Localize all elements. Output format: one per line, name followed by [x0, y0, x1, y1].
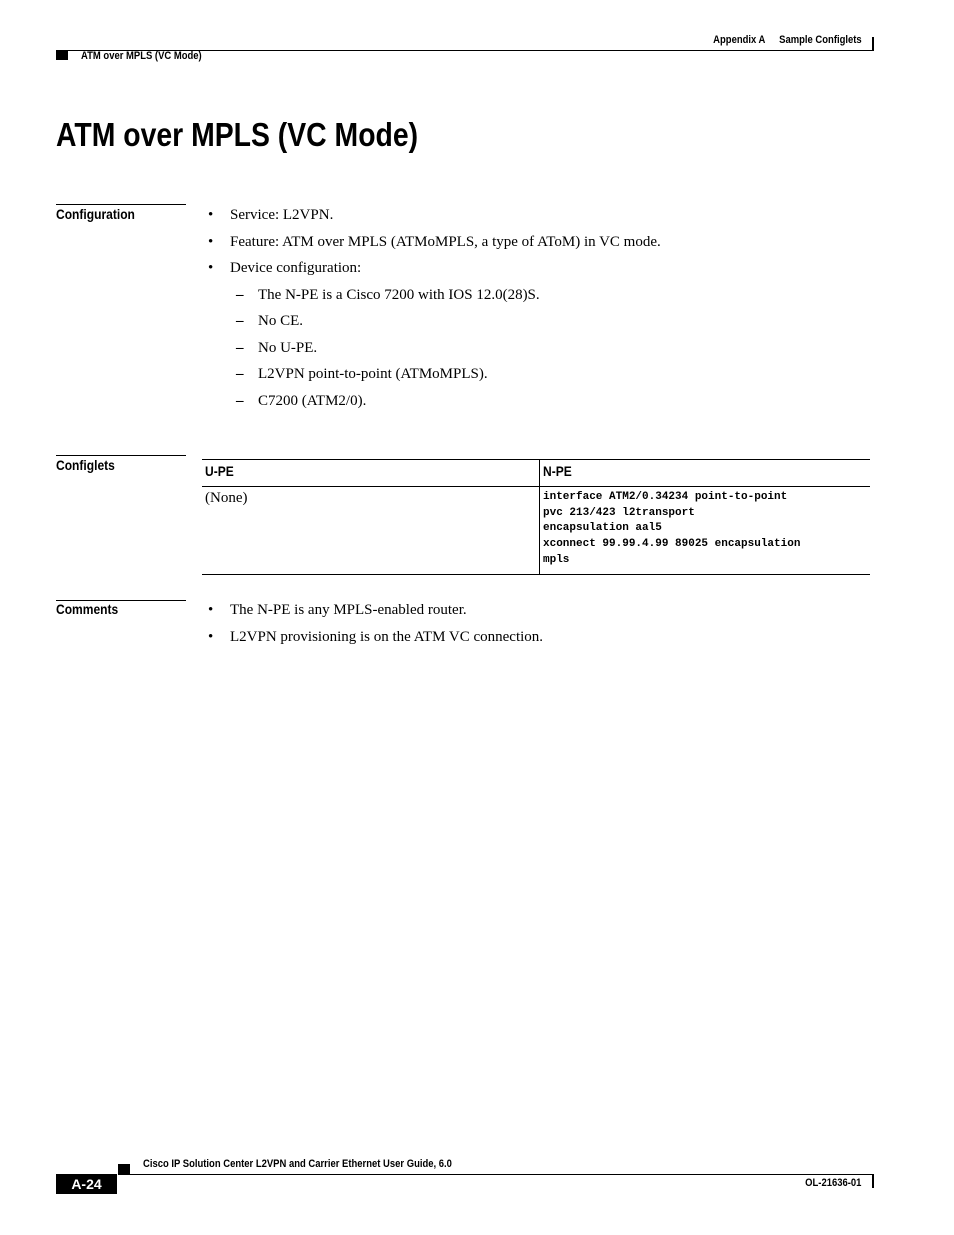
- npe-config-code: [543, 487, 870, 569]
- footer-doc-number: OL-21636-01: [804, 1177, 861, 1189]
- list-item-text: No CE.: [258, 313, 303, 329]
- code-line: xconnect 99.99.4.99 89025 encapsulation: [543, 538, 801, 551]
- table-row: [202, 487, 870, 575]
- configuration-heading: Configuration: [56, 206, 135, 222]
- chapter-label: Sample Configlets: [779, 34, 862, 46]
- footer-square-marker: [118, 1164, 130, 1174]
- list-item-text: The N-PE is any MPLS-enabled router.: [230, 602, 467, 618]
- dash-glyph: –: [236, 392, 244, 409]
- dash-glyph: –: [236, 339, 244, 356]
- list-item-text: Service: L2VPN.: [230, 207, 334, 223]
- bullet-glyph: •: [208, 233, 214, 250]
- configlets-heading-rule: [56, 455, 186, 456]
- list-item: [208, 206, 661, 233]
- list-item-text: L2VPN point-to-point (ATMoMPLS).: [258, 366, 488, 382]
- sub-list-item: [208, 392, 661, 419]
- code-line: pvc 213/423 l2transport: [543, 506, 695, 519]
- bullet-glyph: •: [208, 628, 214, 645]
- list-item: [208, 628, 543, 655]
- npe-cell: [540, 487, 871, 575]
- header-square-marker: [56, 50, 68, 60]
- bullet-glyph: •: [208, 260, 214, 276]
- list-item-text: Feature: ATM over MPLS (ATMoMPLS, a type of AToM) in VC mode.: [230, 233, 661, 250]
- column-header-upe: U-PE: [202, 460, 540, 487]
- page-title: ATM over MPLS (VC Mode): [56, 116, 419, 153]
- sub-list-item: [208, 286, 661, 313]
- dash-glyph: –: [236, 313, 244, 329]
- comments-heading: Comments: [56, 601, 119, 617]
- bullet-glyph: •: [208, 602, 214, 618]
- list-item: [208, 259, 661, 286]
- bullet-glyph: •: [208, 207, 214, 223]
- configuration-list: [208, 206, 661, 418]
- code-line: mpls: [543, 553, 570, 566]
- header-tick-mark: [872, 37, 874, 50]
- configlets-table: [202, 459, 870, 575]
- list-item-text: No U-PE.: [258, 339, 318, 356]
- list-item-text: C7200 (ATM2/0).: [258, 392, 367, 409]
- dash-glyph: –: [236, 286, 244, 303]
- sub-list-item: [208, 312, 661, 339]
- column-header-npe: N-PE: [543, 463, 572, 479]
- upe-cell: (None): [202, 487, 540, 575]
- sub-list-item: [208, 339, 661, 366]
- list-item-text: The N-PE is a Cisco 7200 with IOS 12.0(28)S.: [258, 286, 540, 303]
- footer-rule: [118, 1174, 874, 1175]
- list-item: [208, 233, 661, 260]
- list-item-text: Device configuration:: [230, 260, 362, 276]
- appendix-label: Appendix A: [713, 34, 766, 46]
- footer-tick-mark: [872, 1174, 874, 1188]
- configuration-heading-rule: [56, 204, 186, 205]
- page-number-badge: A-24: [56, 1174, 117, 1194]
- sub-list-item: [208, 365, 661, 392]
- code-line: encapsulation aal5: [543, 522, 662, 535]
- code-line: interface ATM2/0.34234 point-to-point: [543, 491, 788, 503]
- dash-glyph: –: [236, 366, 244, 382]
- comments-list: [208, 601, 543, 654]
- footer-guide-title: Cisco IP Solution Center L2VPN and Carrier Ethernet User Guide, 6.0: [143, 1158, 452, 1170]
- list-item-text: L2VPN provisioning is on the ATM VC connection.: [230, 628, 544, 645]
- configlets-heading: Configlets: [56, 457, 115, 473]
- running-header-section: ATM over MPLS (VC Mode): [81, 50, 202, 62]
- running-header-right: [713, 34, 862, 46]
- list-item: [208, 601, 543, 628]
- table-header-row: [202, 460, 870, 487]
